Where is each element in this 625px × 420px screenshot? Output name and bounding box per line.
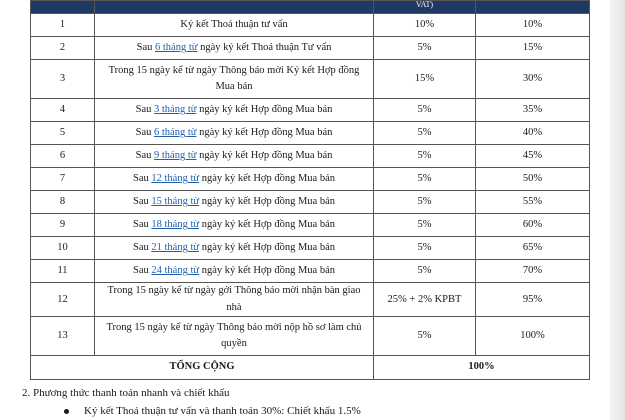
payment-milestone — [95, 60, 374, 99]
milestone-text: ngày ký kết Hợp đồng Mua bán — [199, 173, 335, 185]
table-row — [31, 145, 590, 168]
milestone-link[interactable]: 21 tháng từ — [151, 242, 200, 254]
payment-percent: 5% — [374, 214, 476, 237]
milestone-text: Sau — [135, 127, 155, 139]
table-row — [31, 168, 590, 191]
milestone-text: Sau — [133, 219, 152, 231]
milestone-text: ngày ký kết Thoả thuận Tư vấn — [197, 42, 332, 54]
payment-schedule-table — [30, 0, 590, 380]
header-cell — [95, 1, 374, 14]
page-edge-shadow — [610, 0, 625, 420]
payment-milestone — [95, 283, 374, 317]
milestone-link[interactable]: 9 tháng từ — [154, 150, 197, 162]
row-number: 2 — [31, 37, 95, 60]
row-number: 12 — [31, 283, 95, 317]
milestone-text: ngày ký kết Hợp đồng Mua bán — [199, 196, 335, 208]
milestone-link[interactable]: 3 tháng từ — [154, 104, 197, 116]
cumulative-percent: 35% — [476, 99, 590, 122]
table-row — [31, 237, 590, 260]
payment-percent: 10% — [374, 14, 476, 37]
milestone-text: ngày ký kết Hợp đồng Mua bán — [196, 150, 333, 162]
table-row — [31, 214, 590, 237]
row-number: 7 — [31, 168, 95, 191]
payment-percent: 5% — [374, 260, 476, 283]
cumulative-percent: 100% — [476, 316, 590, 355]
milestone-text: ngày ký kết Hợp đồng Mua bán — [199, 265, 335, 277]
cumulative-percent: 50% — [476, 168, 590, 191]
payment-percent: 25% + 2% KPBT — [374, 283, 476, 317]
bullet-item — [22, 403, 361, 420]
payment-milestone — [95, 260, 374, 283]
milestone-text: ngày ký kết Hợp đồng Mua bán — [196, 104, 333, 116]
row-number: 9 — [31, 214, 95, 237]
cumulative-percent: 60% — [476, 214, 590, 237]
table-row — [31, 14, 590, 37]
payment-milestone — [95, 145, 374, 168]
milestone-text: ngày ký kết Hợp đồng Mua bán — [199, 219, 335, 231]
header-cell — [31, 1, 95, 14]
section-heading: 2. Phương thức thanh toán nhanh và chiết khấu — [22, 387, 230, 399]
milestone-text: Sau — [133, 265, 152, 277]
payment-percent: 5% — [374, 191, 476, 214]
row-number: 4 — [31, 99, 95, 122]
cumulative-percent: 10% — [476, 14, 590, 37]
cumulative-percent: 40% — [476, 122, 590, 145]
milestone-text: Sau — [135, 104, 155, 116]
milestone-link[interactable]: 6 tháng từ — [155, 42, 198, 54]
payment-milestone — [95, 237, 374, 260]
milestone-text: Sau — [135, 150, 155, 162]
cumulative-percent: 95% — [476, 283, 590, 317]
row-number: 11 — [31, 260, 95, 283]
payment-percent: 5% — [374, 37, 476, 60]
milestone-text: Sau — [133, 196, 152, 208]
bullet-icon — [64, 409, 69, 414]
table-row — [31, 283, 590, 317]
payment-milestone — [95, 99, 374, 122]
milestone-text: Trong 15 ngày kể từ ngày Thông báo mời Ký kết Hợp đồng Mua bán — [108, 65, 360, 93]
row-number: 10 — [31, 237, 95, 260]
row-number: 1 — [31, 14, 95, 37]
cumulative-percent: 30% — [476, 60, 590, 99]
payment-milestone — [95, 214, 374, 237]
milestone-link[interactable]: 6 tháng từ — [154, 127, 197, 139]
table-row — [31, 316, 590, 355]
payment-milestone — [95, 14, 374, 37]
bullet-text: Ký kết Thoả thuận tư vấn và thanh toán 30%: Chiết khấu 1.5% — [84, 404, 361, 417]
payment-milestone — [95, 37, 374, 60]
header-cell — [374, 1, 476, 14]
cumulative-percent: 65% — [476, 237, 590, 260]
table-row — [31, 60, 590, 99]
milestone-text: Sau — [133, 173, 152, 185]
row-number: 8 — [31, 191, 95, 214]
table-row — [31, 191, 590, 214]
payment-methods-section — [22, 385, 361, 420]
row-number: 13 — [31, 316, 95, 355]
payment-milestone — [95, 168, 374, 191]
table-header-row — [31, 1, 590, 14]
milestone-text: Trong 15 ngày kể từ ngày Thông báo mời nộp hồ sơ làm chủ quyền — [106, 321, 362, 349]
row-number: 6 — [31, 145, 95, 168]
table-row — [31, 260, 590, 283]
payment-percent: 5% — [374, 168, 476, 191]
cumulative-percent: 55% — [476, 191, 590, 214]
milestone-text: Trong 15 ngày kể từ ngày gởi Thông báo mời nhận bàn giao nhà — [107, 285, 361, 313]
milestone-text: ngày ký kết Hợp đồng Mua bán — [196, 127, 333, 139]
payment-milestone — [95, 191, 374, 214]
payment-milestone — [95, 122, 374, 145]
milestone-link[interactable]: 12 tháng từ — [151, 173, 200, 185]
total-row — [31, 355, 590, 379]
payment-percent: 5% — [374, 122, 476, 145]
milestone-link[interactable]: 15 tháng từ — [151, 196, 200, 208]
cumulative-percent: 15% — [476, 37, 590, 60]
table-row — [31, 37, 590, 60]
milestone-text: ngày ký kết Hợp đồng Mua bán — [199, 242, 335, 254]
payment-percent: 5% — [374, 99, 476, 122]
payment-percent: 5% — [374, 237, 476, 260]
table-row — [31, 99, 590, 122]
milestone-text: Sau — [133, 242, 152, 254]
cumulative-percent: 70% — [476, 260, 590, 283]
table-row — [31, 122, 590, 145]
total-label: TỔNG CỘNG — [31, 355, 374, 379]
milestone-link[interactable]: 18 tháng từ — [151, 219, 200, 231]
total-value: 100% — [374, 355, 590, 379]
payment-percent: 5% — [374, 316, 476, 355]
row-number: 5 — [31, 122, 95, 145]
milestone-text: Ký kết Thoả thuận tư vấn — [180, 19, 288, 31]
milestone-text: Sau — [136, 42, 156, 54]
payment-milestone — [95, 316, 374, 355]
header-cell — [476, 1, 590, 14]
cumulative-percent: 45% — [476, 145, 590, 168]
payment-percent: 15% — [374, 60, 476, 99]
row-number: 3 — [31, 60, 95, 99]
header-fragment: VAT) — [415, 0, 434, 9]
milestone-link[interactable]: 24 tháng từ — [151, 265, 200, 277]
payment-percent: 5% — [374, 145, 476, 168]
